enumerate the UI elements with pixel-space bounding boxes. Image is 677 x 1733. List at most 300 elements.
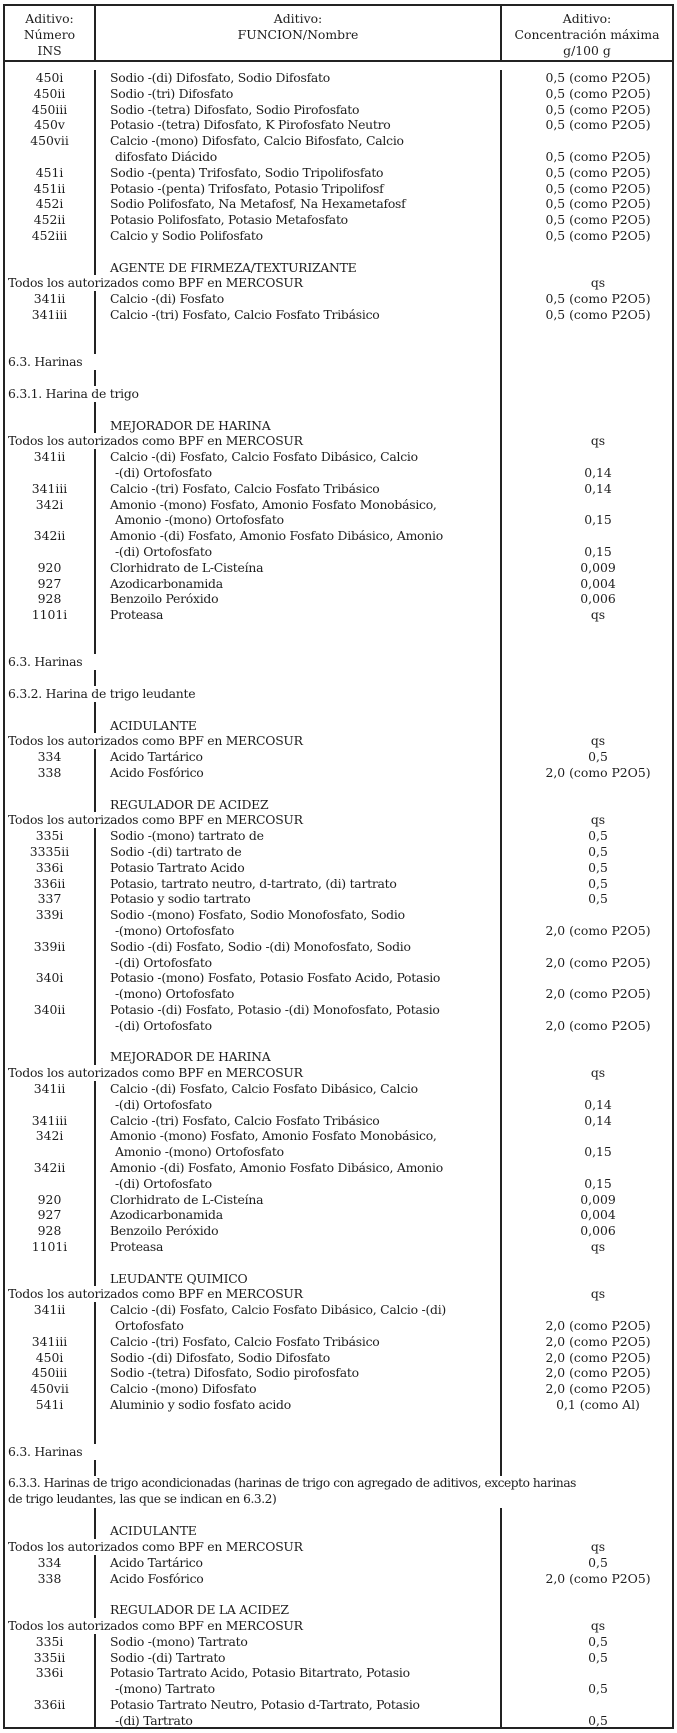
additive-continuation-row (5, 149, 672, 165)
bpf-authorized-text: Todos los autorizados como BPF en MERCOSUR (8, 1286, 303, 1302)
max-concentration: qs (500, 433, 672, 449)
function-name: -(di) Ortofosfato (94, 955, 500, 971)
ins-number: 341ii (33, 291, 66, 307)
max-concentration: 0,15 (500, 1176, 672, 1192)
ins-number: 334 (37, 1554, 62, 1570)
additive-continuation-row (5, 1713, 672, 1729)
max-concentration (500, 1444, 672, 1460)
empty-concentration-cell (500, 670, 672, 686)
max-concentration: 2,0 (como P2O5) (500, 1318, 672, 1334)
max-concentration (500, 1602, 672, 1618)
function-category-row (5, 260, 672, 276)
empty-concentration-cell (500, 1255, 672, 1271)
empty-concentration-cell (500, 1460, 672, 1476)
additive-row (5, 307, 672, 323)
max-concentration (500, 907, 672, 923)
function-name: Sodio -(mono) Tartrato (94, 1634, 500, 1650)
function-name: Calcio -(mono) Difosfato (94, 1381, 500, 1397)
function-name: -(di) Ortofosfato (94, 1176, 500, 1192)
max-concentration (500, 1128, 672, 1144)
max-concentration: 0,5 (500, 1681, 672, 1697)
function-name: Acido Fosfórico (94, 765, 500, 781)
empty-concentration-cell (500, 1413, 672, 1429)
empty-function-cell (94, 1429, 500, 1445)
additive-row (5, 1192, 672, 1208)
ins-number (5, 1049, 94, 1065)
additive-row (5, 970, 672, 986)
ins-number (5, 260, 94, 276)
function-name: -(di) Ortofosfato (94, 1018, 500, 1034)
max-concentration (500, 497, 672, 513)
function-name: Calcio y Sodio Polifosfato (94, 228, 500, 244)
function-name: Sodio -(di) tartrato de (94, 844, 500, 860)
max-concentration: 0,5 (como P2O5) (500, 196, 672, 212)
empty-ins-cell (5, 339, 94, 355)
max-concentration (500, 1665, 672, 1681)
ins-number (5, 718, 94, 734)
empty-ins-cell (5, 781, 94, 797)
empty-concentration-cell (500, 1429, 672, 1445)
ins-number: 342i (35, 1128, 64, 1144)
function-name: Potasio Tartrato Neutro, Potasio d-Tartrato, Potasio (94, 1697, 500, 1713)
max-concentration: 0,5 (como P2O5) (500, 117, 672, 133)
section-heading-row (5, 654, 672, 670)
additive-row (5, 165, 672, 181)
additive-row (5, 1665, 672, 1681)
bpf-authorized-row (5, 812, 672, 828)
header-function-column (94, 6, 500, 60)
max-concentration: 0,5 (como P2O5) (500, 212, 672, 228)
max-concentration (500, 939, 672, 955)
section-note-row (5, 1476, 672, 1492)
additive-row (5, 765, 672, 781)
max-concentration: 0,1 (como Al) (500, 1397, 672, 1413)
section-heading-row (5, 686, 672, 702)
header-concentration-line1: Aditivo: (562, 11, 612, 26)
function-category-row (5, 1271, 672, 1287)
ins-number: 335i (35, 1633, 64, 1649)
empty-concentration-cell (500, 402, 672, 418)
additive-row (5, 196, 672, 212)
function-name: Sodio -(di) Fosfato, Sodio -(di) Monofosfato, Sodio (94, 939, 500, 955)
ins-number: 928 (37, 591, 62, 607)
ins-number (5, 1523, 94, 1539)
header-ins-line1: Aditivo: (25, 11, 74, 26)
additive-continuation-row (5, 986, 672, 1002)
max-concentration: 0,5 (como P2O5) (500, 228, 672, 244)
section-heading-text: 6.3. Harinas (8, 1444, 83, 1460)
function-name: Sodio -(di) Tartrato (94, 1650, 500, 1666)
function-name: Amonio -(mono) Ortofosfato (94, 1144, 500, 1160)
ins-number (5, 149, 94, 165)
spacer-row (5, 1255, 672, 1271)
ins-number: 451ii (33, 180, 66, 196)
function-name: Calcio -(di) Fosfato, Calcio Fosfato Dibásico, Calcio (94, 449, 500, 465)
max-concentration: 2,0 (como P2O5) (500, 1381, 672, 1397)
additive-row (5, 228, 672, 244)
function-name: Proteasa (94, 1239, 500, 1255)
ins-number: 338 (37, 765, 62, 781)
max-concentration: 0,5 (como P2O5) (500, 70, 672, 86)
empty-function-cell (94, 623, 500, 639)
additive-row (5, 1397, 672, 1413)
ins-number (5, 797, 94, 813)
empty-ins-cell (5, 1413, 94, 1429)
function-name: Sodio -(mono) Fosfato, Sodio Monofosfato, Sodio (94, 907, 500, 923)
function-category-label: LEUDANTE QUIMICO (94, 1271, 500, 1287)
additive-row (5, 860, 672, 876)
function-name: Acido Fosfórico (94, 1571, 500, 1587)
function-category-label: AGENTE DE FIRMEZA/TEXTURIZANTE (94, 260, 500, 276)
function-category-label: MEJORADOR DE HARINA (94, 418, 500, 434)
bpf-authorized-text: Todos los autorizados como BPF en MERCOSUR (8, 433, 303, 449)
empty-function-cell (94, 323, 500, 339)
section-heading-text: 6.3.1. Harina de trigo (8, 385, 139, 401)
header-function-line1: Aditivo: (273, 11, 323, 26)
function-category-label: MEJORADOR DE HARINA (94, 1049, 500, 1065)
ins-number: 452iii (31, 227, 68, 243)
additive-row (5, 607, 672, 623)
max-concentration: 0,009 (500, 560, 672, 576)
spacer-row (5, 370, 672, 386)
max-concentration (500, 686, 672, 702)
ins-number (5, 1018, 94, 1034)
max-concentration: qs (500, 812, 672, 828)
header-function-line2: FUNCION/Nombre (237, 27, 359, 42)
function-name: -(di) Ortofosfato (94, 1097, 500, 1113)
bpf-authorized-row (5, 275, 672, 291)
empty-ins-cell (5, 1429, 94, 1445)
bpf-authorized-row (5, 1539, 672, 1555)
additive-row (5, 1697, 672, 1713)
function-name: Benzoilo Peróxido (94, 1223, 500, 1239)
function-name: Sodio -(di) Difosfato, Sodio Difosfato (94, 70, 500, 86)
function-name: Calcio -(tri) Fosfato, Calcio Fosfato Tribásico (94, 307, 500, 323)
empty-function-cell (94, 670, 500, 686)
max-concentration: 2,0 (como P2O5) (500, 986, 672, 1002)
function-name: Amonio -(mono) Fosfato, Amonio Fosfato Monobásico, (94, 497, 500, 513)
empty-function-cell (94, 1034, 500, 1050)
spacer-row (5, 1429, 672, 1445)
ins-number: 450v (34, 117, 65, 133)
max-concentration: 0,5 (500, 1713, 672, 1729)
empty-concentration-cell (500, 702, 672, 718)
max-concentration (500, 1523, 672, 1539)
empty-ins-cell (5, 244, 94, 260)
empty-ins-cell (5, 1460, 94, 1476)
empty-ins-cell (5, 1587, 94, 1603)
ins-number (5, 1271, 94, 1287)
additive-row (5, 212, 672, 228)
ins-number (5, 1602, 94, 1618)
additive-continuation-row (5, 512, 672, 528)
additive-continuation-row (5, 1681, 672, 1697)
max-concentration: 0,5 (como P2O5) (500, 86, 672, 102)
additive-row (5, 86, 672, 102)
empty-concentration-cell (500, 639, 672, 655)
empty-concentration-cell (500, 1508, 672, 1524)
ins-number: 342i (35, 496, 64, 512)
ins-number: 341ii (33, 449, 66, 465)
ins-number: 927 (37, 575, 62, 591)
function-name: Amonio -(mono) Fosfato, Amonio Fosfato Monobásico, (94, 1128, 500, 1144)
ins-number: 334 (37, 749, 62, 765)
additive-row (5, 1555, 672, 1571)
spacer-row (5, 1587, 672, 1603)
function-name: Calcio -(tri) Fosfato, Calcio Fosfato Tribásico (94, 1334, 500, 1350)
ins-number (5, 1713, 94, 1729)
max-concentration: 2,0 (como P2O5) (500, 1350, 672, 1366)
section-heading-row (5, 386, 672, 402)
max-concentration: qs (500, 1618, 672, 1634)
spacer-row (5, 623, 672, 639)
bpf-authorized-row (5, 433, 672, 449)
empty-concentration-cell (500, 1034, 672, 1050)
max-concentration (500, 260, 672, 276)
max-concentration (500, 1081, 672, 1097)
empty-ins-cell (5, 1034, 94, 1050)
ins-number: 336i (35, 1665, 64, 1681)
function-name: Potasio Tartrato Acido, Potasio Bitartrato, Potasio (94, 1665, 500, 1681)
empty-function-cell (94, 1413, 500, 1429)
ins-number: 340ii (33, 1002, 66, 1018)
ins-number: 337 (37, 891, 62, 907)
empty-function-cell (94, 1587, 500, 1603)
header-concentration-column (500, 6, 672, 60)
max-concentration: 0,009 (500, 1192, 672, 1208)
additive-row (5, 591, 672, 607)
table-header (5, 6, 672, 62)
function-name: -(di) Ortofosfato (94, 544, 500, 560)
bpf-authorized-row (5, 1286, 672, 1302)
function-name: Aluminio y sodio fosfato acido (94, 1397, 500, 1413)
function-name: -(mono) Ortofosfato (94, 986, 500, 1002)
max-concentration: qs (500, 1286, 672, 1302)
additive-row (5, 497, 672, 513)
ins-number: 452ii (33, 212, 66, 228)
ins-number (5, 1097, 94, 1113)
max-concentration (500, 133, 672, 149)
header-concentration-line2: Concentración máxima (514, 27, 660, 42)
max-concentration: qs (500, 1065, 672, 1081)
max-concentration: 0,5 (500, 1650, 672, 1666)
empty-concentration-cell (500, 323, 672, 339)
bpf-authorized-text: Todos los autorizados como BPF en MERCOSUR (8, 1618, 303, 1634)
function-category-row (5, 418, 672, 434)
max-concentration (500, 654, 672, 670)
empty-ins-cell (5, 1255, 94, 1271)
bpf-authorized-text: Todos los autorizados como BPF en MERCOSUR (8, 812, 303, 828)
function-name: Calcio -(tri) Fosfato, Calcio Fosfato Tribásico (94, 1113, 500, 1129)
max-concentration: 0,004 (500, 1207, 672, 1223)
note-text: 6.3.3. Harinas de trigo acondicionadas (harinas de trigo con agregado de aditivos, excepto harinas (8, 1475, 576, 1490)
function-category-row (5, 797, 672, 813)
max-concentration: 2,0 (como P2O5) (500, 1018, 672, 1034)
additive-row (5, 1113, 672, 1129)
spacer-row (5, 781, 672, 797)
function-category-row (5, 1602, 672, 1618)
spacer-row (5, 402, 672, 418)
max-concentration (500, 1049, 672, 1065)
function-name: Potasio, tartrato neutro, d-tartrato, (di) tartrato (94, 876, 500, 892)
additive-row (5, 1381, 672, 1397)
additive-row (5, 117, 672, 133)
ins-number: 341ii (33, 1302, 66, 1318)
function-category-label: REGULADOR DE LA ACIDEZ (94, 1602, 500, 1618)
max-concentration: 0,006 (500, 1223, 672, 1239)
additive-row (5, 102, 672, 118)
ins-number: 452i (35, 196, 64, 212)
header-ins-line3: INS (37, 43, 62, 58)
additive-row (5, 1239, 672, 1255)
function-name: Clorhidrato de L-Cisteína (94, 560, 500, 576)
function-name: Potasio y sodio tartrato (94, 891, 500, 907)
empty-ins-cell (5, 670, 94, 686)
additive-row (5, 70, 672, 86)
max-concentration: 0,5 (como P2O5) (500, 181, 672, 197)
ins-number: 450vii (30, 133, 69, 149)
max-concentration: 0,14 (500, 1113, 672, 1129)
ins-number (5, 1176, 94, 1192)
spacer-row (5, 1508, 672, 1524)
additive-row (5, 939, 672, 955)
bpf-authorized-row (5, 1618, 672, 1634)
additive-row (5, 133, 672, 149)
note-text: de trigo leudantes, las que se indican en 6.3.2) (8, 1491, 277, 1506)
function-category-row (5, 1523, 672, 1539)
additive-continuation-row (5, 1176, 672, 1192)
max-concentration: 2,0 (como P2O5) (500, 923, 672, 939)
additive-row (5, 1002, 672, 1018)
max-concentration (500, 354, 672, 370)
additive-row (5, 1302, 672, 1318)
additive-row (5, 1160, 672, 1176)
max-concentration: 0,004 (500, 576, 672, 592)
max-concentration: 0,15 (500, 512, 672, 528)
max-concentration (500, 718, 672, 734)
empty-function-cell (94, 244, 500, 260)
max-concentration (500, 449, 672, 465)
function-category-row (5, 1049, 672, 1065)
empty-ins-cell (5, 702, 94, 718)
additive-row (5, 560, 672, 576)
section-heading-row (5, 1444, 672, 1460)
function-name: Sodio -(tetra) Difosfato, Sodio Pirofosfato (94, 102, 500, 118)
empty-function-cell (94, 1508, 500, 1524)
additive-row (5, 1571, 672, 1587)
ins-number: 928 (37, 1223, 62, 1239)
max-concentration: qs (500, 1539, 672, 1555)
function-name: Sodio -(penta) Trifosfato, Sodio Tripolifosfato (94, 165, 500, 181)
spacer-row (5, 323, 672, 339)
ins-number (5, 1318, 94, 1334)
ins-number (5, 986, 94, 1002)
max-concentration: 0,14 (500, 465, 672, 481)
table-body (5, 62, 672, 1729)
function-name: Sodio -(tetra) Difosfato, Sodio pirofosfato (94, 1365, 500, 1381)
function-name: Potasio -(penta) Trifosfato, Potasio Tripolifosf (94, 181, 500, 197)
ins-number: 341iii (31, 306, 68, 322)
ins-number: 927 (37, 1207, 62, 1223)
section-heading-text: 6.3. Harinas (8, 354, 83, 370)
function-name: Clorhidrato de L-Cisteína (94, 1192, 500, 1208)
max-concentration: 0,5 (500, 1634, 672, 1650)
max-concentration (500, 1002, 672, 1018)
max-concentration: 0,006 (500, 591, 672, 607)
max-concentration: 2,0 (como P2O5) (500, 765, 672, 781)
additive-continuation-row (5, 1018, 672, 1034)
ins-number (5, 955, 94, 971)
function-name: Potasio -(di) Fosfato, Potasio -(di) Monofosfato, Potasio (94, 1002, 500, 1018)
function-name: Proteasa (94, 607, 500, 623)
ins-number (5, 418, 94, 434)
spacer-row (5, 339, 672, 355)
max-concentration: 0,15 (500, 1144, 672, 1160)
empty-function-cell (94, 639, 500, 655)
max-concentration: 0,5 (como P2O5) (500, 307, 672, 323)
function-name: Calcio -(di) Fosfato, Calcio Fosfato Dibásico, Calcio (94, 1081, 500, 1097)
additive-row (5, 1650, 672, 1666)
max-concentration (500, 797, 672, 813)
empty-function-cell (94, 781, 500, 797)
function-name: Acido Tartárico (94, 749, 500, 765)
additive-row (5, 291, 672, 307)
ins-number (5, 923, 94, 939)
additive-row (5, 1365, 672, 1381)
spacer-row (5, 702, 672, 718)
function-name: Amonio -(di) Fosfato, Amonio Fosfato Dibásico, Amonio (94, 528, 500, 544)
max-concentration: 0,14 (500, 1097, 672, 1113)
ins-number: 920 (37, 1191, 62, 1207)
additive-continuation-row (5, 544, 672, 560)
ins-number: 1101i (31, 607, 68, 623)
max-concentration (500, 1271, 672, 1287)
empty-concentration-cell (500, 370, 672, 386)
function-category-row (5, 718, 672, 734)
function-name: Potasio Polifosfato, Potasio Metafosfato (94, 212, 500, 228)
empty-concentration-cell (500, 623, 672, 639)
spacer-row (5, 1460, 672, 1476)
ins-number: 450vii (30, 1381, 69, 1397)
additive-continuation-row (5, 465, 672, 481)
spacer-row (5, 670, 672, 686)
max-concentration: 2,0 (como P2O5) (500, 1334, 672, 1350)
max-concentration: 0,5 (500, 749, 672, 765)
max-concentration: 0,5 (500, 860, 672, 876)
ins-number (5, 512, 94, 528)
empty-function-cell (94, 1255, 500, 1271)
bpf-authorized-text: Todos los autorizados como BPF en MERCOSUR (8, 1065, 303, 1081)
function-category-label: ACIDULANTE (94, 1523, 500, 1539)
ins-number: 450ii (33, 85, 66, 101)
function-name: Calcio -(di) Fosfato (94, 291, 500, 307)
bpf-authorized-row (5, 733, 672, 749)
section-heading-text: 6.3.2. Harina de trigo leudante (8, 686, 196, 702)
function-name: Sodio Polifosfato, Na Metafosf, Na Hexametafosf (94, 196, 500, 212)
ins-number: 341ii (33, 1081, 66, 1096)
additives-table (3, 4, 674, 1729)
bpf-authorized-row (5, 1065, 672, 1081)
max-concentration: 0,14 (500, 481, 672, 497)
empty-ins-cell (5, 402, 94, 418)
ins-number (5, 465, 94, 481)
function-name: Potasio -(mono) Fosfato, Potasio Fosfato Acido, Potasio (94, 970, 500, 986)
ins-number: 450i (35, 1349, 64, 1365)
additive-row (5, 481, 672, 497)
max-concentration: qs (500, 1239, 672, 1255)
function-name: Benzoilo Peróxido (94, 591, 500, 607)
additive-continuation-row (5, 1144, 672, 1160)
